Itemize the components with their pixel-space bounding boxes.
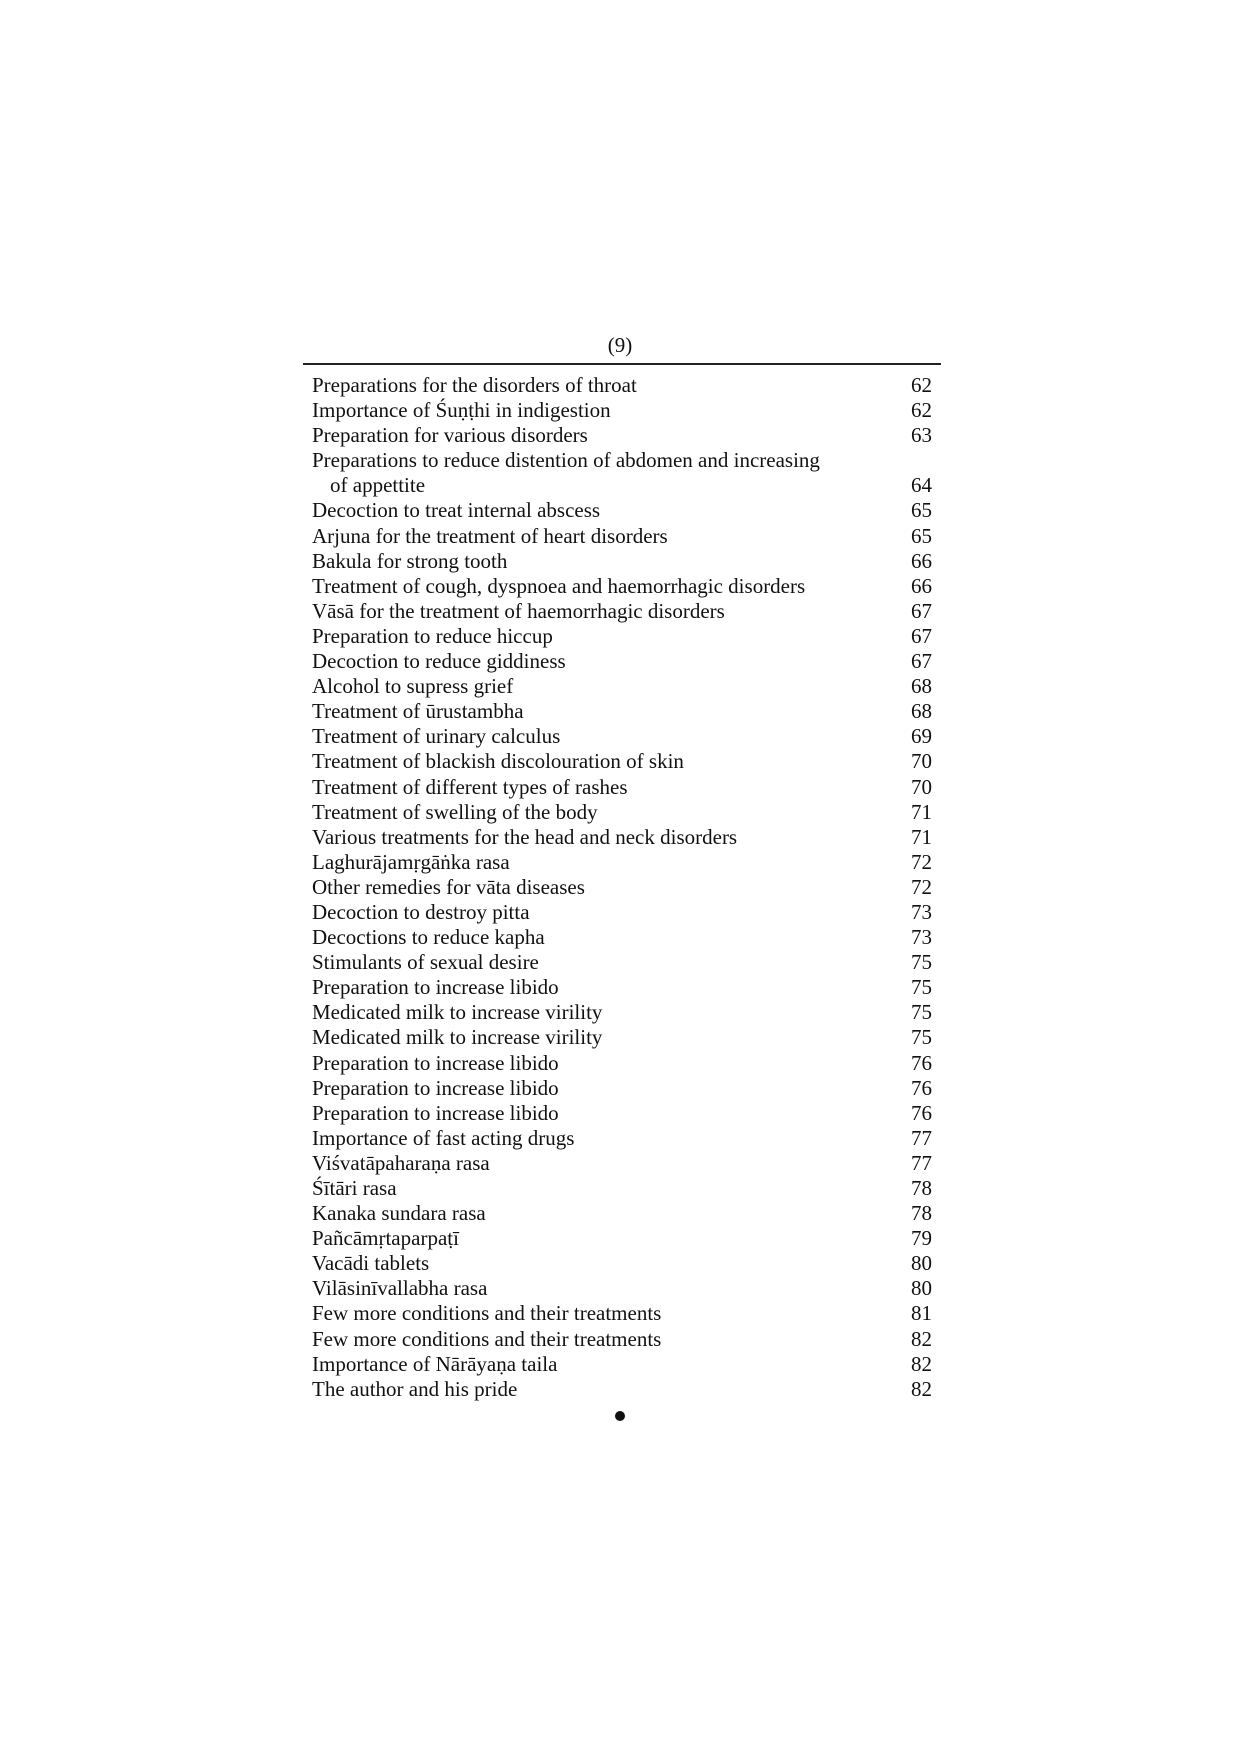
toc-entry	[312, 1176, 932, 1201]
toc-entry-page: 69	[911, 724, 932, 749]
toc-entry	[312, 1377, 932, 1402]
toc-entry	[312, 599, 932, 624]
toc-entry-title: Kanaka sundara rasa	[312, 1201, 486, 1226]
toc-entry-title: Stimulants of sexual desire	[312, 950, 539, 975]
toc-entry-page: 62	[911, 373, 932, 397]
toc-entry-title: Importance of Śuṇṭhi in indigestion	[312, 398, 611, 423]
toc-entry	[312, 574, 932, 599]
toc-entry-page: 65	[911, 498, 932, 523]
toc-entry-page: 73	[911, 899, 932, 924]
toc-entry-title: Decoction to destroy pitta	[312, 899, 530, 924]
toc-entry	[312, 498, 932, 523]
toc-entry	[312, 749, 932, 774]
toc-entry	[312, 1025, 932, 1050]
toc-entry-title: Treatment of ūrustambha	[312, 699, 524, 724]
toc-entry	[312, 975, 932, 1000]
toc-entry-page: 82	[911, 1351, 932, 1376]
toc-entry	[312, 800, 932, 825]
toc-entry	[312, 524, 932, 549]
toc-entry	[312, 1327, 932, 1352]
toc-entry-title: Preparation to increase libido	[312, 1100, 559, 1125]
toc-entry-title: Decoction to treat internal abscess	[312, 498, 601, 523]
toc-entry-page: 76	[911, 1100, 932, 1125]
toc-entry-title: Alcohol to supress grief	[312, 674, 514, 699]
table-of-contents	[312, 373, 932, 1402]
toc-entry-title: Viśvatāpaharaṇa rasa	[312, 1150, 490, 1175]
toc-entry	[312, 775, 932, 800]
top-rule	[303, 363, 941, 365]
toc-entry-title: Preparations for the disorders of throat	[312, 373, 637, 397]
toc-entry-title: Preparations to reduce distention of abdomen and increasing	[312, 448, 820, 473]
toc-entry-title: Various treatments for the head and neck disorders	[312, 824, 738, 849]
toc-entry	[312, 1226, 932, 1251]
toc-entry-page: 81	[911, 1301, 932, 1326]
toc-entry-title: Treatment of cough, dyspnoea and haemorrhagic disorders	[312, 573, 806, 598]
toc-entry-page: 75	[911, 950, 932, 975]
toc-entry-page: 75	[911, 1025, 932, 1050]
toc-entry-title: Preparation to reduce hiccup	[312, 623, 553, 648]
toc-entry-page: 73	[911, 925, 932, 950]
page-number: (9)	[607, 333, 633, 357]
toc-entry-title: Decoctions to reduce kapha	[312, 925, 545, 950]
toc-entry-page: 75	[911, 1000, 932, 1025]
toc-entry	[312, 699, 932, 724]
toc-entry-page: 64	[911, 473, 932, 498]
toc-entry-page: 66	[911, 573, 932, 598]
toc-entry-title: Medicated milk to increase virility	[312, 1000, 603, 1025]
toc-entry-page: 70	[911, 749, 932, 774]
toc-entry-title: Vacādi tablets	[312, 1251, 430, 1276]
toc-entry-title: Other remedies for vāta diseases	[312, 874, 585, 899]
toc-entry-page: 82	[911, 1376, 932, 1401]
toc-entry	[312, 900, 932, 925]
toc-entry-page: 66	[911, 548, 932, 573]
toc-entry	[312, 950, 932, 975]
end-bullet-ornament	[615, 1411, 625, 1421]
toc-entry	[312, 1301, 932, 1326]
toc-entry-page: 62	[911, 398, 932, 423]
toc-entry	[312, 1101, 932, 1126]
toc-entry-page: 75	[911, 975, 932, 1000]
toc-entry-title: Laghurājamṛgāṅka rasa	[312, 849, 510, 874]
toc-entry-title: Treatment of different types of rashes	[312, 774, 628, 799]
toc-entry	[312, 875, 932, 900]
toc-entry-title: Bakula for strong tooth	[312, 548, 508, 573]
toc-entry-title: Preparation to increase libido	[312, 1075, 559, 1100]
toc-entry-title: Vāsā for the treatment of haemorrhagic disorders	[312, 598, 725, 623]
toc-entry	[312, 1126, 932, 1151]
toc-entry-page: 70	[911, 774, 932, 799]
toc-entry-title: Medicated milk to increase virility	[312, 1025, 603, 1050]
toc-entry	[312, 850, 932, 875]
toc-entry	[312, 724, 932, 749]
toc-entry	[312, 373, 932, 398]
toc-entry	[312, 825, 932, 850]
toc-entry	[312, 423, 932, 448]
toc-entry	[312, 1076, 932, 1101]
toc-entry-page: 78	[911, 1201, 932, 1226]
toc-entry-page: 76	[911, 1075, 932, 1100]
toc-entry-title: The author and his pride	[312, 1376, 518, 1401]
toc-entry	[312, 398, 932, 423]
toc-entry-page: 77	[911, 1150, 932, 1175]
toc-entry-page: 71	[911, 824, 932, 849]
toc-entry-title: Few more conditions and their treatments	[312, 1326, 662, 1351]
toc-entry	[312, 1051, 932, 1076]
toc-entry-page: 77	[911, 1125, 932, 1150]
toc-entry-page: 72	[911, 849, 932, 874]
toc-entry	[312, 1352, 932, 1377]
toc-entry-title: Pañcāmṛtaparpaṭī	[312, 1226, 459, 1251]
toc-entry-title: Treatment of urinary calculus	[312, 724, 561, 749]
toc-entry	[312, 624, 932, 649]
toc-entry-page: 67	[911, 598, 932, 623]
toc-entry-page: 68	[911, 699, 932, 724]
toc-entry-title: Preparation for various disorders	[312, 423, 588, 448]
toc-entry-title: Decoction to reduce giddiness	[312, 649, 566, 674]
toc-entry-title: Importance of Nārāyaṇa taila	[312, 1351, 558, 1376]
toc-entry	[312, 1276, 932, 1301]
toc-entry	[312, 674, 932, 699]
toc-entry	[312, 448, 932, 498]
toc-entry-page: 78	[911, 1176, 932, 1200]
toc-entry-page: 68	[911, 674, 932, 699]
toc-entry-title: Preparation to increase libido	[312, 975, 559, 1000]
toc-entry-title: Treatment of swelling of the body	[312, 799, 598, 824]
toc-entry-page: 82	[911, 1326, 932, 1351]
toc-entry-page: 67	[911, 623, 932, 648]
toc-entry-page: 63	[911, 423, 932, 448]
toc-entry-title: Vilāsinīvallabha rasa	[312, 1276, 488, 1301]
toc-entry-page: 65	[911, 523, 932, 548]
toc-entry-page: 80	[911, 1276, 932, 1301]
toc-entry-title: Few more conditions and their treatments	[312, 1301, 662, 1326]
toc-entry-title: Treatment of blackish discolouration of skin	[312, 749, 684, 774]
toc-entry-title-continuation: of appettite	[330, 473, 426, 498]
toc-entry-title: Preparation to increase libido	[312, 1050, 559, 1075]
toc-entry-page: 76	[911, 1050, 932, 1075]
toc-entry-page: 67	[911, 649, 932, 674]
toc-entry	[312, 549, 932, 574]
toc-entry-page: 72	[911, 874, 932, 899]
toc-entry-page: 80	[911, 1251, 932, 1276]
toc-entry	[312, 1151, 932, 1176]
toc-entry-page: 79	[911, 1226, 932, 1251]
toc-entry-title: Importance of fast acting drugs	[312, 1125, 575, 1150]
toc-entry	[312, 1000, 932, 1025]
toc-entry	[312, 1251, 932, 1276]
toc-entry	[312, 1201, 932, 1226]
toc-entry-title: Arjuna for the treatment of heart disorders	[312, 523, 668, 548]
toc-entry	[312, 925, 932, 950]
toc-entry	[312, 649, 932, 674]
toc-entry-title: Śītāri rasa	[312, 1176, 397, 1200]
toc-entry-page: 71	[911, 799, 932, 824]
